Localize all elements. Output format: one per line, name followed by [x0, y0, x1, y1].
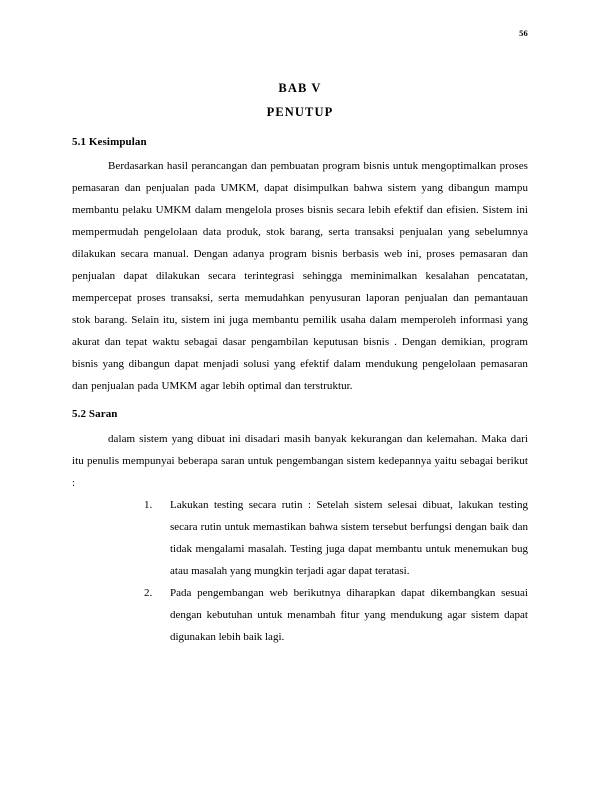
list-item	[72, 582, 528, 648]
chapter-subtitle: PENUTUP	[266, 104, 334, 119]
section-heading-kesimpulan: 5.1 Kesimpulan	[72, 135, 147, 148]
list-item-number: 2.	[144, 586, 153, 599]
section-heading-saran: 5.2 Saran	[72, 408, 118, 421]
list-item-text: Lakukan testing secara rutin : Setelah sistem selesai dibuat, lakukan testing secara rutin untuk memastikan bahwa sistem tersebut berfungsi dengan baik dan tidak mengalami masalah. Testing juga dapat membantu untuk menemukan bug atau masalah yang mungkin terjadi agar dapat teratasi.	[170, 498, 528, 577]
page-content	[72, 72, 528, 648]
list-item-number: 1.	[144, 498, 153, 511]
page-number: 56	[519, 28, 528, 38]
list-item	[72, 494, 528, 582]
section-paragraph-kesimpulan: Berdasarkan hasil perancangan dan pembuatan program bisnis untuk mengoptimalkan proses pemasaran dan penjualan pada UMKM, dapat disimpulkan bahwa sistem yang dibangun mampu membantu pelaku UMKM dalam mengelola proses bisnis secara lebih efektif dan efisien. Sistem ini mempermudah pengelolaan data produk, stok barang, serta transaksi penjualan yang sebelumnya dilakukan secara manual. Dengan adanya program bisnis berbasis web ini, proses pemasaran dan penjualan dapat dilakukan secara terintegrasi sehingga meminimalkan kesalahan pencatatan, mempercepat proses transaksi, serta memudahkan penyusuran laporan penjualan dan pemantauan stok barang. Selain itu, sistem ini juga membantu pemilik usaha dalam memperoleh informasi yang akurat dan tepat waktu sebagai dasar pengambilan keputusan bisnis . Dengan demikian, program bisnis yang dibangun dapat menjadi solusi yang efektif dalam mendukung pengelolaan pemasaran dan penjualan pada UMKM agar lebih optimal dan terstruktur.	[72, 160, 528, 393]
list-item-text: Pada pengembangan web berikutnya diharapkan dapat dikembangkan sesuai dengan kebutuhan untuk menambah fitur yang mendukung agar sistem dapat digunakan lebih baik lagi.	[170, 586, 528, 643]
section-paragraph-saran: dalam sistem yang dibuat ini disadari masih banyak kekurangan dan kelemahan. Maka dari itu penulis mempunyai beberapa saran untuk pengembangan sistem kedepannya yaitu sebagai berikut :	[72, 432, 528, 489]
chapter-title: BAB V	[278, 81, 322, 95]
section-saran	[72, 406, 528, 648]
saran-list	[72, 494, 528, 648]
section-kesimpulan	[72, 134, 528, 398]
